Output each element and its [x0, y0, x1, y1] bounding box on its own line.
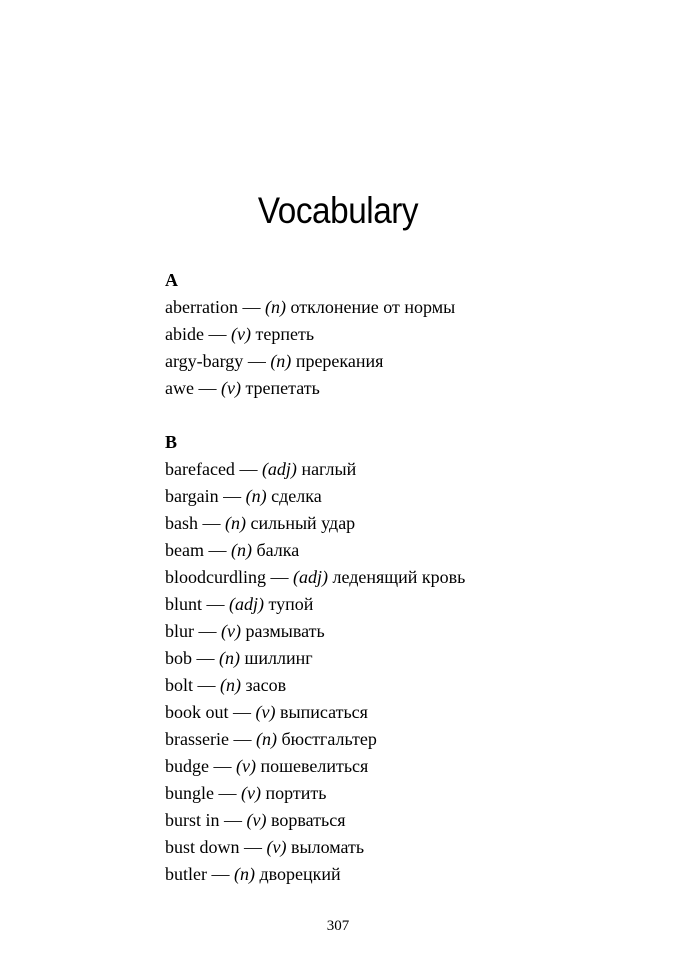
- entry-translation: тупой: [268, 594, 314, 614]
- entry-part-of-speech: (v): [236, 756, 256, 776]
- entry-word: budge: [165, 756, 209, 776]
- entry-word: blunt: [165, 594, 203, 614]
- entry-part-of-speech: (v): [221, 621, 241, 641]
- entry-translation: сделка: [271, 486, 322, 506]
- vocabulary-entry: [165, 672, 625, 699]
- entry-part-of-speech: (n): [270, 351, 292, 371]
- page-number: 307: [326, 918, 350, 934]
- entry-dash: —: [218, 783, 237, 803]
- entry-dash: —: [208, 540, 227, 560]
- entry-dash: —: [198, 378, 217, 398]
- entry-word: beam: [165, 540, 204, 560]
- entry-word: brasserie: [165, 729, 229, 749]
- entry-word: aberration: [165, 297, 238, 317]
- vocabulary-entry: [165, 780, 625, 807]
- entry-part-of-speech: (v): [230, 324, 251, 344]
- entry-word: bust down: [165, 837, 240, 857]
- entry-translation: трепетать: [245, 378, 320, 398]
- entry-part-of-speech: (n): [264, 297, 286, 317]
- entry-translation: дворецкий: [259, 864, 341, 884]
- entry-part-of-speech: (v): [241, 783, 261, 803]
- section-letter: A: [165, 270, 178, 290]
- entry-dash: —: [198, 621, 217, 641]
- entry-dash: —: [242, 297, 261, 317]
- entry-part-of-speech: (n): [255, 729, 277, 749]
- vocabulary-entry: [165, 834, 625, 861]
- vocabulary-entry: [165, 537, 625, 564]
- entry-translation: выписаться: [280, 702, 368, 722]
- section-spacer: [165, 402, 625, 429]
- vocabulary-list: [165, 267, 625, 888]
- entry-part-of-speech: (n): [219, 648, 240, 668]
- entry-part-of-speech: (n): [234, 864, 255, 884]
- entry-part-of-speech: (adj): [261, 459, 297, 479]
- entry-translation: бюстгальтер: [281, 729, 377, 749]
- entry-part-of-speech: (n): [230, 540, 252, 560]
- entry-dash: —: [211, 864, 230, 884]
- entry-part-of-speech: (v): [266, 837, 287, 857]
- entry-translation: портить: [265, 783, 327, 803]
- entry-dash: —: [233, 702, 252, 722]
- page-title: Vocabulary: [257, 190, 419, 231]
- entry-word: abide: [165, 324, 204, 344]
- entry-part-of-speech: (n): [225, 513, 246, 533]
- entry-part-of-speech: (v): [255, 702, 276, 722]
- entry-word: burst in: [165, 810, 220, 830]
- entry-dash: —: [247, 351, 266, 371]
- entry-translation: сильный удар: [250, 513, 356, 533]
- entry-part-of-speech: (adj): [293, 567, 328, 587]
- entry-dash: —: [206, 594, 225, 614]
- entry-dash: —: [233, 729, 252, 749]
- entry-translation: размывать: [245, 621, 325, 641]
- vocabulary-entry: [165, 726, 625, 753]
- vocabulary-entry: [165, 645, 625, 672]
- entry-dash: —: [270, 567, 289, 587]
- entry-translation: балка: [256, 540, 300, 560]
- vocabulary-entry: [165, 618, 625, 645]
- vocabulary-entry: [165, 564, 625, 591]
- entry-dash: —: [213, 756, 232, 776]
- vocabulary-entry: [165, 753, 625, 780]
- entry-dash: —: [224, 810, 243, 830]
- vocabulary-entry: [165, 456, 625, 483]
- entry-translation: наглый: [301, 459, 357, 479]
- entry-dash: —: [239, 459, 258, 479]
- entry-word: barefaced: [165, 459, 235, 479]
- entry-word: bungle: [165, 783, 214, 803]
- entry-dash: —: [197, 675, 216, 695]
- entry-word: bob: [165, 648, 192, 668]
- entry-part-of-speech: (adj): [229, 594, 265, 614]
- vocabulary-entry: [165, 510, 625, 537]
- entry-word: bloodcurdling: [165, 567, 266, 587]
- entry-translation: засов: [245, 675, 287, 695]
- vocabulary-entry: [165, 699, 625, 726]
- vocabulary-entry: [165, 483, 625, 510]
- vocabulary-entry: [165, 348, 625, 375]
- entry-translation: ворваться: [271, 810, 346, 830]
- entry-word: bargain: [165, 486, 219, 506]
- entry-dash: —: [208, 324, 227, 344]
- entry-translation: леденящий кровь: [332, 567, 466, 587]
- entry-word: awe: [165, 378, 194, 398]
- vocabulary-entry: [165, 321, 625, 348]
- entry-translation: пререкания: [295, 351, 384, 371]
- entry-word: bolt: [165, 675, 194, 695]
- entry-translation: выломать: [291, 837, 365, 857]
- entry-part-of-speech: (n): [245, 486, 267, 506]
- entry-dash: —: [196, 648, 215, 668]
- entry-word: argy-bargy: [165, 351, 244, 371]
- entry-word: butler: [165, 864, 207, 884]
- vocabulary-entry: [165, 294, 625, 321]
- vocabulary-entry: [165, 807, 625, 834]
- entry-part-of-speech: (v): [246, 810, 267, 830]
- entry-part-of-speech: (n): [220, 675, 242, 695]
- vocabulary-entry: [165, 591, 625, 618]
- entry-dash: —: [202, 513, 221, 533]
- entry-word: book out: [165, 702, 229, 722]
- entry-translation: пошевелиться: [260, 756, 369, 776]
- entry-dash: —: [244, 837, 263, 857]
- entry-translation: шиллинг: [244, 648, 313, 668]
- entry-word: bash: [165, 513, 198, 533]
- vocabulary-entry: [165, 375, 625, 402]
- entry-translation: терпеть: [255, 324, 315, 344]
- entry-translation: отклонение от нормы: [290, 297, 456, 317]
- section-letter: B: [165, 432, 178, 452]
- entry-part-of-speech: (v): [220, 378, 241, 398]
- vocabulary-entry: [165, 861, 625, 888]
- entry-word: blur: [165, 621, 194, 641]
- entry-dash: —: [223, 486, 242, 506]
